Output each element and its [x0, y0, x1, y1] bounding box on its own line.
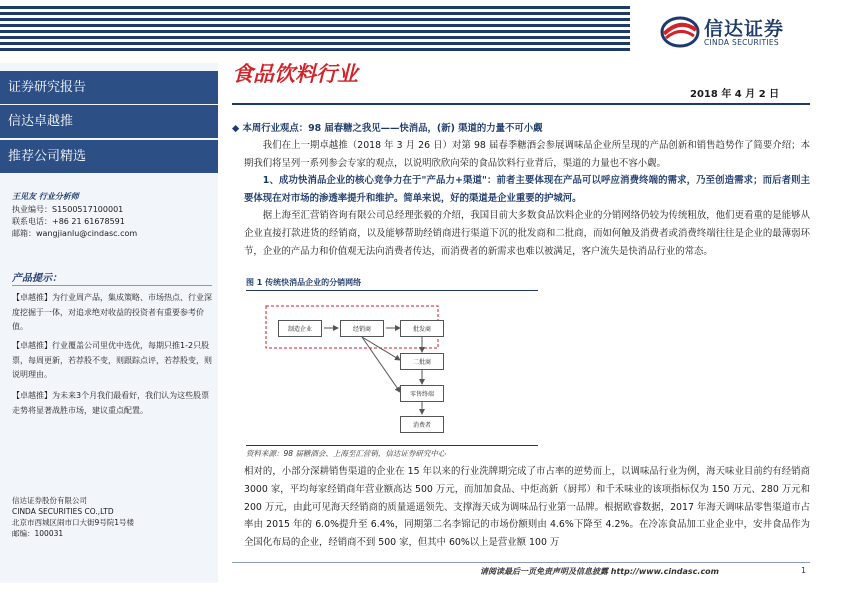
industry-title: 食品饮料行业	[232, 62, 358, 86]
sidebar-tab-report: 证券研究报告	[0, 71, 218, 104]
paragraph-intro: 我们在上一期卓越推（2018 年 3 月 26 日）对第 98 届春季糖酒会参展调味品企业所呈现的产品创新和销售趋势作了简要介绍；本期我们将呈列一系列参会专家的观点，以说明欣欣向荣的食品饮料行业背后，渠道的力量也不容小觑。	[244, 140, 810, 169]
page-number: 1	[801, 566, 807, 575]
diagram-node-distributor: 经销商	[340, 320, 384, 337]
diagram-connectors	[262, 296, 522, 442]
analyst-name: 王见友 行业分析师	[12, 192, 79, 201]
analyst-email: 邮箱：wangjianlu@cindasc.com	[12, 229, 138, 238]
logo-name-en: CINDA SECURITIES	[704, 38, 779, 47]
company-address: 北京市西城区闹市口大街9号院1号楼	[12, 518, 135, 527]
header-stripe-4	[0, 24, 630, 27]
sidebar	[0, 63, 218, 583]
sidebar-tab-excellence: 信达卓越推	[0, 105, 218, 138]
diagram-node-manufacturer: 制造企业	[278, 320, 322, 337]
report-date: 2018 年 4 月 2 日	[690, 89, 780, 100]
header-stripe-1	[0, 6, 630, 9]
analyst-phone: 联系电话：+86 21 61678591	[12, 217, 125, 226]
header-stripe-6	[0, 36, 630, 39]
distribution-diagram	[262, 296, 522, 442]
diagram-node-sub-wholesaler: 二批商	[400, 353, 444, 370]
diamond-bullet-icon: ◆	[232, 123, 243, 134]
paragraph-haitian: 相对的，小部分深耕销售渠道的企业在 15 年以来的行业洗牌期完成了市占率的逆势而上，以调味品行业为例，海天味业目前约有经销商 3000 家，平均每家经销商年营业额高达 500 万元，而加加食品、中炬高新（厨邦）和千禾味业的该项指标仅为 150 万元、280 万元和 200 万元，由此可见海天经销商的质量遥遥领先、支撑海天成为调味品行业第一品牌。根据欧睿数据，2017 年海天调味品零售渠道市占率由 2015 年的 6.0%提升至 6.4%，同期第二名李锦记的市场份额则由 4.6%下降至 4.2%。在冷冻食品加工业企业中，安井食品作为全国化布局的企业，经销商不到 500 家，但其中 60%以上是营业额 100 万	[244, 466, 810, 549]
footer-divider	[232, 562, 810, 563]
tip-1: 【卓越推】为行业周产品，集成策略、市场热点、行业深度挖掘于一体，对追求绝对收益的投资者有重要参考价值。	[12, 293, 212, 331]
sidebar-tab-picks: 推荐公司精选	[0, 140, 218, 173]
header-stripe-5	[0, 30, 630, 33]
company-name-cn: 信达证券股份有限公司	[12, 496, 87, 505]
diagram-node-consumer: 消费者	[400, 416, 444, 433]
company-name-en: CINDA SECURITIES CO.,LTD	[12, 507, 114, 516]
logo-mark-icon	[660, 14, 700, 50]
view-title: 98 届春糖之我见——快消品，(新) 渠道的力量不可小觑	[308, 123, 543, 134]
header-stripe-7	[0, 42, 630, 45]
diagram-node-retail-terminal: 零售终端	[400, 385, 444, 402]
analyst-cert: 执业编号：S1500517100001	[12, 205, 124, 214]
view-heading	[232, 120, 543, 134]
diagram-node-wholesaler: 批发商	[400, 320, 444, 337]
key-point-1: 1、成功快消品企业的核心竞争力在于"产品力+渠道"：前者主要体现在产品可以呼应消费终端的需求，乃至创造需求；而后者则主要体现在对市场的渗透率提升和维护。简单来说，好的渠道是企业重要的护城河。	[244, 175, 810, 204]
figure-top-rule	[246, 290, 538, 291]
view-label: 本周行业观点：	[242, 123, 309, 134]
footer-disclaimer: 请阅读最后一页免责声明及信息披露 http://www.cindasc.com	[480, 567, 720, 576]
header-stripe-2	[0, 12, 630, 15]
header-stripe-3	[0, 18, 630, 21]
tips-title: 产品提示：	[12, 273, 62, 284]
title-divider	[232, 103, 810, 105]
header-stripe-8	[0, 48, 630, 51]
tip-2: 【卓越推】行业覆盖公司里优中选优，每期只推1-2只股票，每周更新，若荐股不变，则跟踪点评，若荐股变，则说明理由。	[12, 341, 212, 379]
company-postcode: 邮编：100031	[12, 529, 64, 538]
logo-name-cn: 信达证券	[704, 18, 785, 40]
figure-title: 图 1 传统快消品企业的分销网络	[246, 278, 362, 287]
paragraph-channels: 据上海至汇营销咨询有限公司总经理张毅的介绍，我国目前大多数食品饮料企业的分销网络仍较为传统粗放，他们更看重的是能够从企业直接打款进货的经销商，以及能够帮助经销商进行渠道下沉的批发商和二批商，而如何触及消费者或消费终端往往是企业的最薄弱环节，企业的产品力和价值观无法向消费者传达，而消费者的新需求也难以被满足，客户流失是快消品行业的常态。	[244, 210, 810, 257]
figure-bottom-rule	[246, 445, 538, 446]
tip-3: 【卓越推】为未来3个月我们最看好，我们认为这些股票走势将显著战胜市场，建议重点配置。	[12, 391, 210, 415]
brand-logo	[660, 14, 810, 50]
figure-source: 资料来源：98 届糖酒会、上海至汇营销，信达证券研究中心	[246, 449, 446, 458]
tips-divider	[12, 285, 212, 286]
